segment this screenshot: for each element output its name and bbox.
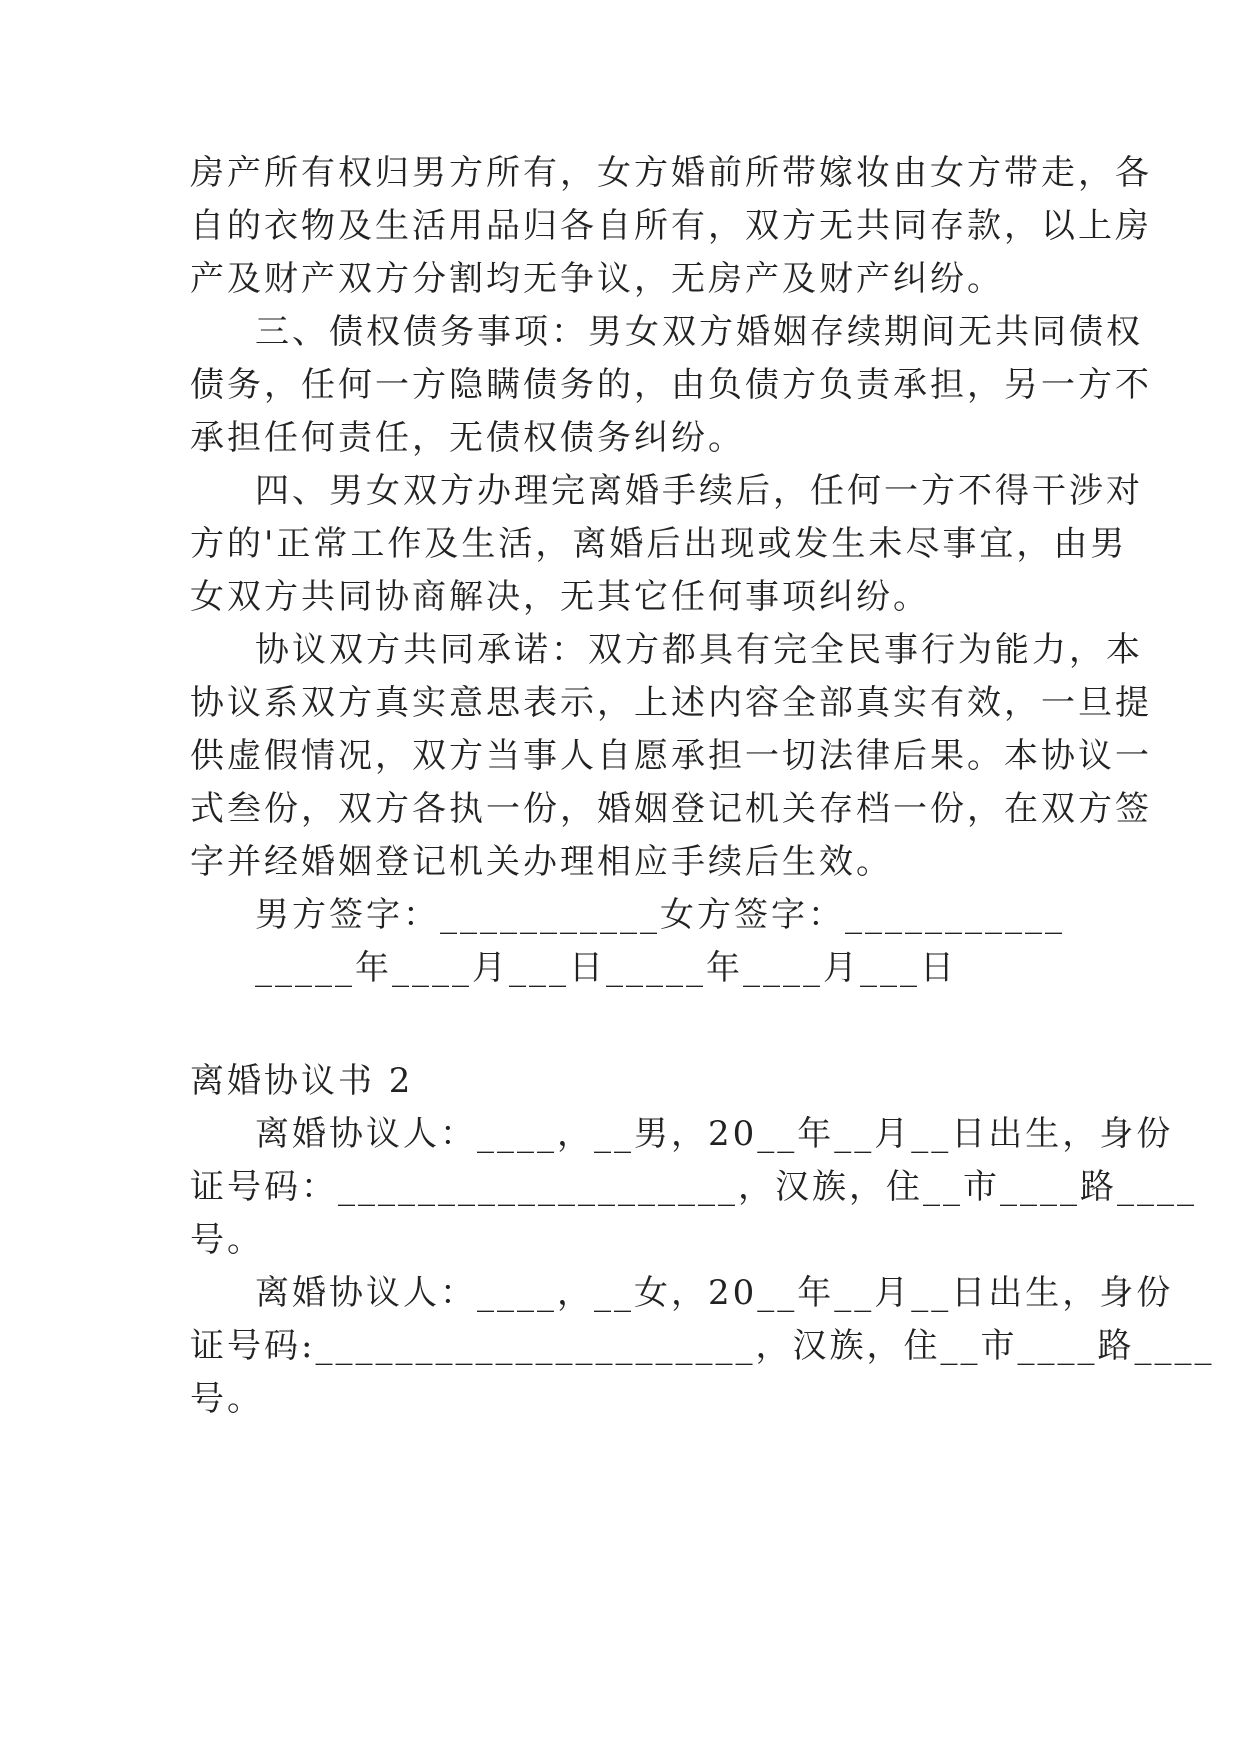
paragraph-line: 供虚假情况，双方当事人自愿承担一切法律后果。本协议一 — [190, 736, 1152, 776]
party-line: 离婚协议人：____，__男，20__年__月__日出生，身份 — [255, 1114, 1174, 1154]
paragraph-line: 式叁份，双方各执一份，婚姻登记机关存档一份，在双方签 — [190, 789, 1152, 829]
date-line: _____年____月___日_____年____月___日 — [255, 948, 957, 988]
paragraph-line: 产及财产双方分割均无争议，无房产及财产纠纷。 — [190, 259, 1004, 299]
party-line: 离婚协议人：____，__女，20__年__月__日出生，身份 — [255, 1273, 1174, 1313]
party-line: 号。 — [190, 1379, 264, 1419]
paragraph-line: 协议系双方真实意思表示，上述内容全部真实有效，一旦提 — [190, 683, 1152, 723]
paragraph-line: 协议双方共同承诺：双方都具有完全民事行为能力，本 — [255, 630, 1143, 670]
section-title: 离婚协议书 2 — [190, 1061, 414, 1101]
paragraph-line: 债务，任何一方隐瞒债务的，由负债方负责承担，另一方不 — [190, 365, 1152, 405]
paragraph-line: 自的衣物及生活用品归各自所有，双方无共同存款，以上房 — [190, 206, 1152, 246]
party-line: 号。 — [190, 1220, 264, 1260]
paragraph-line: 四、男女双方办理完离婚手续后，任何一方不得干涉对 — [255, 471, 1143, 511]
paragraph-line: 房产所有权归男方所有，女方婚前所带嫁妆由女方带走，各 — [190, 153, 1152, 193]
paragraph-line: 方的'正常工作及生活，离婚后出现或发生未尽事宜，由男 — [190, 524, 1128, 564]
paragraph-line: 女双方共同协商解决，无其它任何事项纠纷。 — [190, 577, 930, 617]
signature-line: 男方签字：___________女方签字：___________ — [255, 895, 1065, 935]
party-line: 证号码：____________________，汉族，住__市____路____ — [190, 1167, 1197, 1207]
party-line: 证号码:______________________，汉族，住__市____路____ — [190, 1326, 1215, 1366]
paragraph-line: 字并经婚姻登记机关办理相应手续后生效。 — [190, 842, 893, 882]
paragraph-line: 三、债权债务事项：男女双方婚姻存续期间无共同债权 — [255, 312, 1143, 352]
paragraph-line: 承担任何责任，无债权债务纠纷。 — [190, 418, 745, 458]
